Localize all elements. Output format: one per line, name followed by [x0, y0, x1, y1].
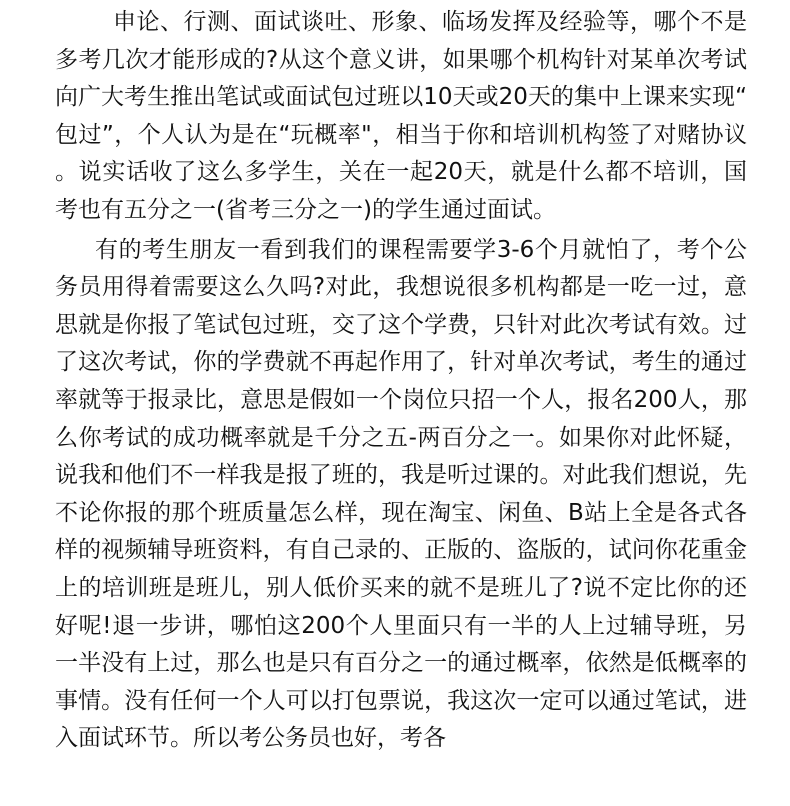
paragraph-1: 申论、行测、面试谈吐、形象、临场发挥及经验等，哪个不是多考几次才能形成的?从这个意义讲，如果哪个机构针对某单次考试向广大考生推出笔试或面试包过班以10天或20天的集中上课来实现“包过”，个人认为是在“玩概率"，相当于你和培训机构签了对赌协议。说实话收了这么多学生，关在一起20天，就是什么都不培训，国考也有五分之一(省考三分之一)的学生通过面试。	[55, 9, 747, 223]
document-body	[55, 4, 747, 760]
paragraph-2: 有的考生朋友一看到我们的课程需要学3-6个月就怕了，考个公务员用得着需要这么久吗?对此，我想说很多机构都是一吃一过，意思就是你报了笔试包过班，交了这个学费，只针对此次考试有效。过了这次考试，你的学费就不再起作用了，针对单次考试，考生的通过率就等于报录比，意思是假如一个岗位只招一个人，报名200人，那么你考试的成功概率就是千分之五-两百分之一。如果你对此怀疑，说我和他们不一样我是报了班的，我是听过课的。对此我们想说，先不论你报的那个班质量怎么样，现在淘宝、闲鱼、B站上全是各式各样的视频辅导班资料，有自己录的、正版的、盗版的，试问你花重金上的培训班是班儿，别人低价买来的就不是班儿了?说不定比你的还好呢!退一步讲，哪怕这200个人里面只有一半的人上过辅导班，另一半没有上过，那么也是只有百分之一的通过概率，依然是低概率的事情。没有任何一个人可以打包票说，我这次一定可以通过笔试，进入面试环节。所以考公务员也好，考各	[55, 236, 747, 752]
